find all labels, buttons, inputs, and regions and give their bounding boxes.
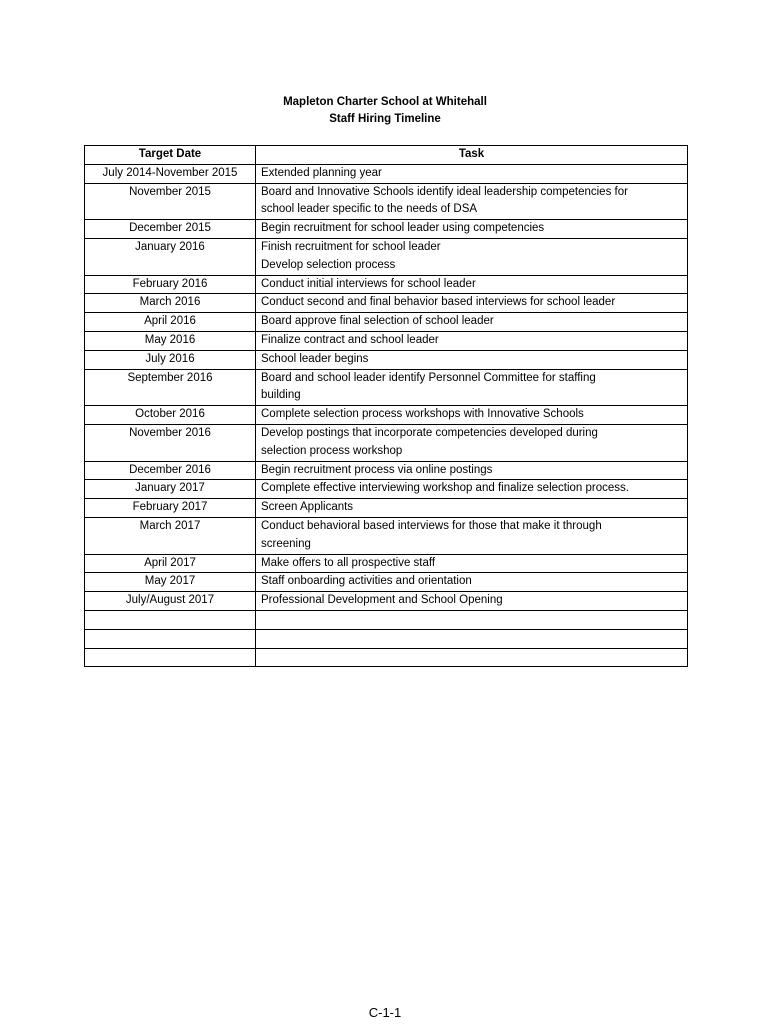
table-row bbox=[85, 592, 688, 611]
empty-date-cell bbox=[85, 648, 256, 667]
document-subtitle: Staff Hiring Timeline bbox=[329, 113, 441, 125]
task-cell bbox=[256, 573, 688, 592]
target-date-cell: July 2014-November 2015 bbox=[85, 164, 256, 183]
task-line: Conduct initial interviews for school leader bbox=[261, 277, 476, 290]
task-line: selection process workshop bbox=[261, 444, 403, 457]
target-date-cell: April 2017 bbox=[85, 554, 256, 573]
table-row bbox=[85, 480, 688, 499]
task-line: Conduct second and final behavior based interviews for school leader bbox=[261, 296, 616, 309]
task-line: Finalize contract and school leader bbox=[261, 333, 439, 346]
table-row bbox=[85, 406, 688, 425]
empty-table-row bbox=[85, 648, 688, 667]
table-row bbox=[85, 331, 688, 350]
target-date-cell: February 2017 bbox=[85, 499, 256, 518]
target-date-cell: March 2017 bbox=[85, 517, 256, 554]
table-row bbox=[85, 275, 688, 294]
task-line: Board and school leader identify Personnel Committee for staffing bbox=[261, 371, 596, 384]
task-line: Make offers to all prospective staff bbox=[261, 556, 436, 569]
task-line: Board and Innovative Schools identify ideal leadership competencies for bbox=[261, 185, 628, 198]
table-row bbox=[85, 238, 688, 275]
task-line: Staff onboarding activities and orientation bbox=[261, 575, 472, 588]
task-cell bbox=[256, 331, 688, 350]
task-line: Begin recruitment process via online postings bbox=[261, 463, 493, 476]
target-date-cell: July 2016 bbox=[85, 350, 256, 369]
table-row bbox=[85, 313, 688, 332]
target-date-cell: November 2015 bbox=[85, 183, 256, 220]
table-row bbox=[85, 424, 688, 461]
task-line: Develop postings that incorporate competencies developed during bbox=[261, 426, 598, 439]
table-row bbox=[85, 183, 688, 220]
table-row bbox=[85, 294, 688, 313]
task-cell bbox=[256, 554, 688, 573]
task-cell bbox=[256, 238, 688, 275]
task-cell bbox=[256, 406, 688, 425]
table-body bbox=[85, 164, 688, 667]
task-line: Board approve final selection of school leader bbox=[261, 315, 494, 328]
task-line: Extended planning year bbox=[261, 166, 382, 179]
empty-task-cell bbox=[256, 648, 688, 667]
task-cell bbox=[256, 183, 688, 220]
task-line: school leader specific to the needs of DSA bbox=[261, 203, 478, 216]
task-cell bbox=[256, 424, 688, 461]
table-row bbox=[85, 350, 688, 369]
task-cell bbox=[256, 369, 688, 406]
table-row bbox=[85, 220, 688, 239]
table-row bbox=[85, 554, 688, 573]
empty-date-cell bbox=[85, 629, 256, 648]
task-cell bbox=[256, 461, 688, 480]
target-date-cell: January 2017 bbox=[85, 480, 256, 499]
target-date-cell: July/August 2017 bbox=[85, 592, 256, 611]
task-line: Complete effective interviewing workshop and finalize selection process. bbox=[261, 482, 629, 495]
target-date-cell: December 2015 bbox=[85, 220, 256, 239]
task-line: Professional Development and School Opening bbox=[261, 594, 503, 607]
target-date-cell: April 2016 bbox=[85, 313, 256, 332]
table-row bbox=[85, 573, 688, 592]
table-row bbox=[85, 461, 688, 480]
task-cell bbox=[256, 592, 688, 611]
task-cell bbox=[256, 220, 688, 239]
target-date-cell: March 2016 bbox=[85, 294, 256, 313]
task-cell bbox=[256, 350, 688, 369]
table-row bbox=[85, 164, 688, 183]
target-date-cell: September 2016 bbox=[85, 369, 256, 406]
task-line: Finish recruitment for school leader bbox=[261, 240, 441, 253]
column-header-target-date: Target Date bbox=[85, 146, 256, 165]
table-row bbox=[85, 517, 688, 554]
task-line: Complete selection process workshops with Innovative Schools bbox=[261, 408, 584, 421]
task-cell bbox=[256, 499, 688, 518]
task-cell bbox=[256, 294, 688, 313]
target-date-cell: January 2016 bbox=[85, 238, 256, 275]
empty-task-cell bbox=[256, 629, 688, 648]
empty-table-row bbox=[85, 610, 688, 629]
empty-date-cell bbox=[85, 610, 256, 629]
table-row bbox=[85, 369, 688, 406]
empty-table-row bbox=[85, 629, 688, 648]
task-cell bbox=[256, 275, 688, 294]
task-line: Screen Applicants bbox=[261, 501, 354, 514]
task-cell bbox=[256, 480, 688, 499]
target-date-cell: February 2016 bbox=[85, 275, 256, 294]
target-date-cell: October 2016 bbox=[85, 406, 256, 425]
target-date-cell: November 2016 bbox=[85, 424, 256, 461]
task-cell bbox=[256, 313, 688, 332]
table-row bbox=[85, 499, 688, 518]
target-date-cell: December 2016 bbox=[85, 461, 256, 480]
task-line: Conduct behavioral based interviews for those that make it through bbox=[261, 519, 602, 532]
target-date-cell: May 2017 bbox=[85, 573, 256, 592]
task-cell bbox=[256, 517, 688, 554]
task-line: screening bbox=[261, 537, 311, 550]
task-cell bbox=[256, 164, 688, 183]
task-line: Develop selection process bbox=[261, 258, 396, 271]
task-line: building bbox=[261, 389, 301, 402]
empty-task-cell bbox=[256, 610, 688, 629]
hiring-timeline-table bbox=[84, 145, 688, 667]
page-number: C-1-1 bbox=[368, 1005, 402, 1020]
document-title: Mapleton Charter School at Whitehall bbox=[283, 96, 487, 108]
table-header-row bbox=[85, 146, 688, 165]
task-line: Begin recruitment for school leader using competencies bbox=[261, 222, 545, 235]
column-header-task: Task bbox=[256, 146, 688, 165]
task-line: School leader begins bbox=[261, 352, 369, 365]
target-date-cell: May 2016 bbox=[85, 331, 256, 350]
